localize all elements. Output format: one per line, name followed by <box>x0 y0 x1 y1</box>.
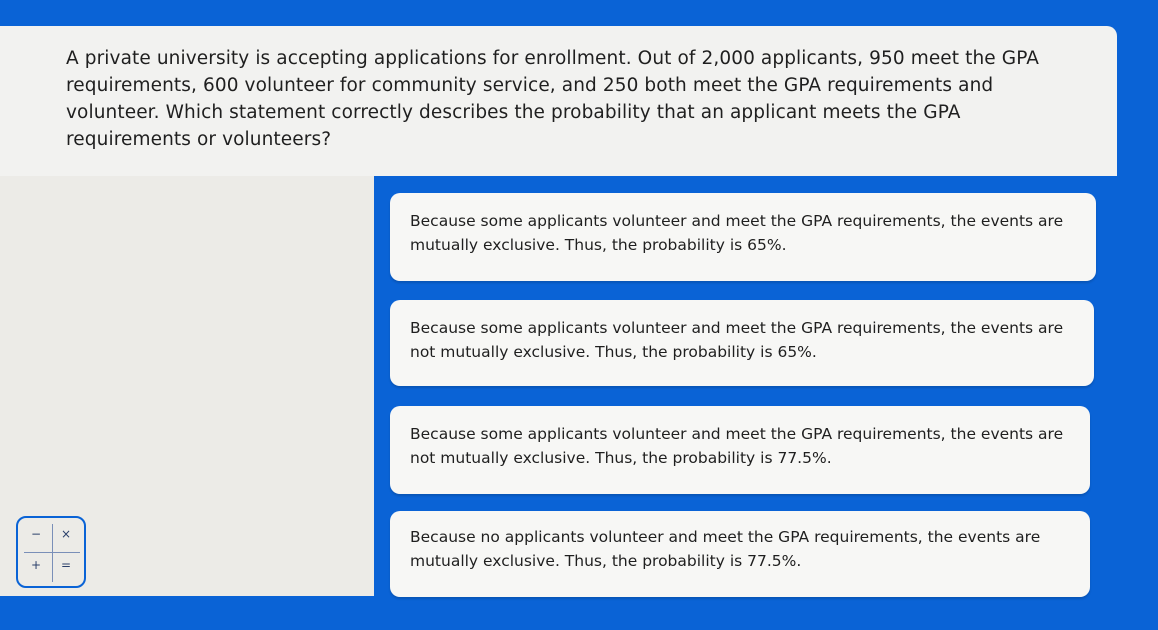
calculator-divider-horizontal <box>24 552 80 553</box>
calculator-equals-glyph: = <box>61 558 72 572</box>
calculator-times-glyph: × <box>61 527 72 541</box>
question-panel <box>0 26 1117 176</box>
answer-choice-c[interactable] <box>390 406 1090 494</box>
calculator-divider-vertical <box>52 524 53 582</box>
calculator-icon[interactable] <box>16 516 86 588</box>
calculator-plus-glyph: + <box>31 558 42 572</box>
answer-choice-text: Because some applicants volunteer and meet the GPA requirements, the events are mutually exclusive. Thus, the probability is 65%. <box>410 212 1064 254</box>
question-text: A private university is accepting applications for enrollment. Out of 2,000 applicants, 950 meet the GPA requirements, 600 volunteer for community service, and 250 both meet the GPA requirements and volunteer. Which statement correctly describes the probability that an applicant meets the GPA requirements or volunteers? <box>66 48 1040 150</box>
answer-choice-text: Because some applicants volunteer and meet the GPA requirements, the events are not mutually exclusive. Thus, the probability is 65%. <box>410 319 1064 361</box>
answer-choice-a[interactable] <box>390 193 1096 281</box>
answer-choice-d[interactable] <box>390 511 1090 597</box>
answer-choice-b[interactable] <box>390 300 1094 386</box>
calculator-minus-glyph: − <box>31 527 42 541</box>
answer-choice-text: Because some applicants volunteer and meet the GPA requirements, the events are not mutually exclusive. Thus, the probability is 77.5%. <box>410 425 1064 467</box>
answer-choice-text: Because no applicants volunteer and meet the GPA requirements, the events are mutually exclusive. Thus, the probability is 77.5%. <box>410 528 1041 570</box>
